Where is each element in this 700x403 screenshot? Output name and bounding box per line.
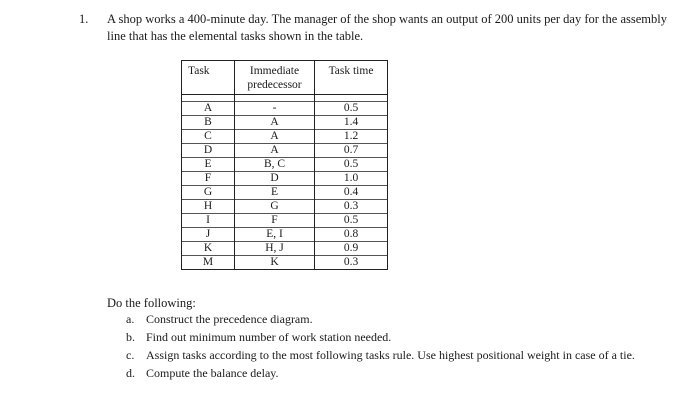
predecessor-cell: E [235, 185, 314, 199]
predecessor-cell: A [235, 143, 314, 157]
list-item-text: Compute the balance delay. [146, 366, 279, 380]
table-row [182, 101, 388, 115]
header-task: Task [182, 61, 235, 95]
task-cell: C [182, 129, 234, 143]
list-item-text: Find out minimum number of work station needed. [146, 330, 392, 344]
table-row [182, 157, 388, 171]
list-marker: a. [126, 312, 135, 326]
task-cell: E [182, 157, 234, 171]
task-time-cell: 0.8 [315, 227, 387, 241]
list-marker: d. [126, 366, 135, 380]
list-item [126, 347, 646, 364]
task-cell: B [182, 115, 234, 129]
task-time-cell: 0.5 [315, 213, 387, 227]
task-time-cell: 1.4 [315, 115, 387, 129]
task-cell: H [182, 199, 234, 213]
predecessor-cell: F [235, 213, 314, 227]
table-row [182, 241, 388, 255]
list-item-text: Assign tasks according to the most following tasks rule. Use highest positional weight in case of a tie. [146, 348, 635, 362]
predecessor-cell: B, C [235, 157, 314, 171]
predecessor-cell: K [235, 255, 314, 269]
task-table [181, 60, 388, 270]
task-time-cell: 0.4 [315, 185, 387, 199]
question-text: A shop works a 400-minute day. The manager of the shop wants an output of 200 units per day for the assembly line that has the elemental tasks shown in the table. [107, 12, 667, 43]
list-item [126, 311, 646, 328]
task-time-cell: 0.5 [315, 157, 387, 171]
predecessor-cell: E, I [235, 227, 314, 241]
task-time-cell: 1.2 [315, 129, 387, 143]
table-header-row [182, 61, 388, 95]
table-row [182, 129, 388, 143]
header-immediate-predecessor: Immediate predecessor [235, 61, 315, 95]
table-row [182, 199, 388, 213]
list-marker: b. [126, 330, 135, 344]
task-time-cell: 1.0 [315, 171, 387, 185]
task-cell: G [182, 185, 234, 199]
instructions-list [126, 311, 646, 383]
predecessor-cell: A [235, 129, 314, 143]
task-cell: J [182, 227, 234, 241]
predecessor-cell: D [235, 171, 314, 185]
table-row [182, 255, 388, 270]
task-time-cell: 0.3 [315, 199, 387, 213]
task-cell: K [182, 241, 234, 255]
predecessor-cell: - [235, 101, 314, 115]
task-time-cell: 0.7 [315, 143, 387, 157]
predecessor-cell: A [235, 115, 314, 129]
list-item [126, 365, 646, 382]
task-time-cell: 0.9 [315, 241, 387, 255]
table-row [182, 213, 388, 227]
task-time-cell: 0.3 [315, 255, 387, 269]
table-row [182, 143, 388, 157]
instructions-heading: Do the following: [107, 296, 196, 310]
task-cell: D [182, 143, 234, 157]
table-row [182, 171, 388, 185]
list-marker: c. [126, 348, 135, 362]
question-number: 1. [79, 12, 89, 26]
task-cell: F [182, 171, 234, 185]
list-item-text: Construct the precedence diagram. [146, 312, 313, 326]
table-row [182, 115, 388, 129]
header-task-time: Task time [315, 61, 388, 95]
task-time-cell: 0.5 [315, 101, 387, 115]
table-row [182, 227, 388, 241]
predecessor-cell: G [235, 199, 314, 213]
task-cell: A [182, 101, 234, 115]
table-row [182, 185, 388, 199]
task-cell: M [182, 255, 234, 269]
list-item [126, 329, 646, 346]
predecessor-cell: H, J [235, 241, 314, 255]
task-cell: I [182, 213, 234, 227]
